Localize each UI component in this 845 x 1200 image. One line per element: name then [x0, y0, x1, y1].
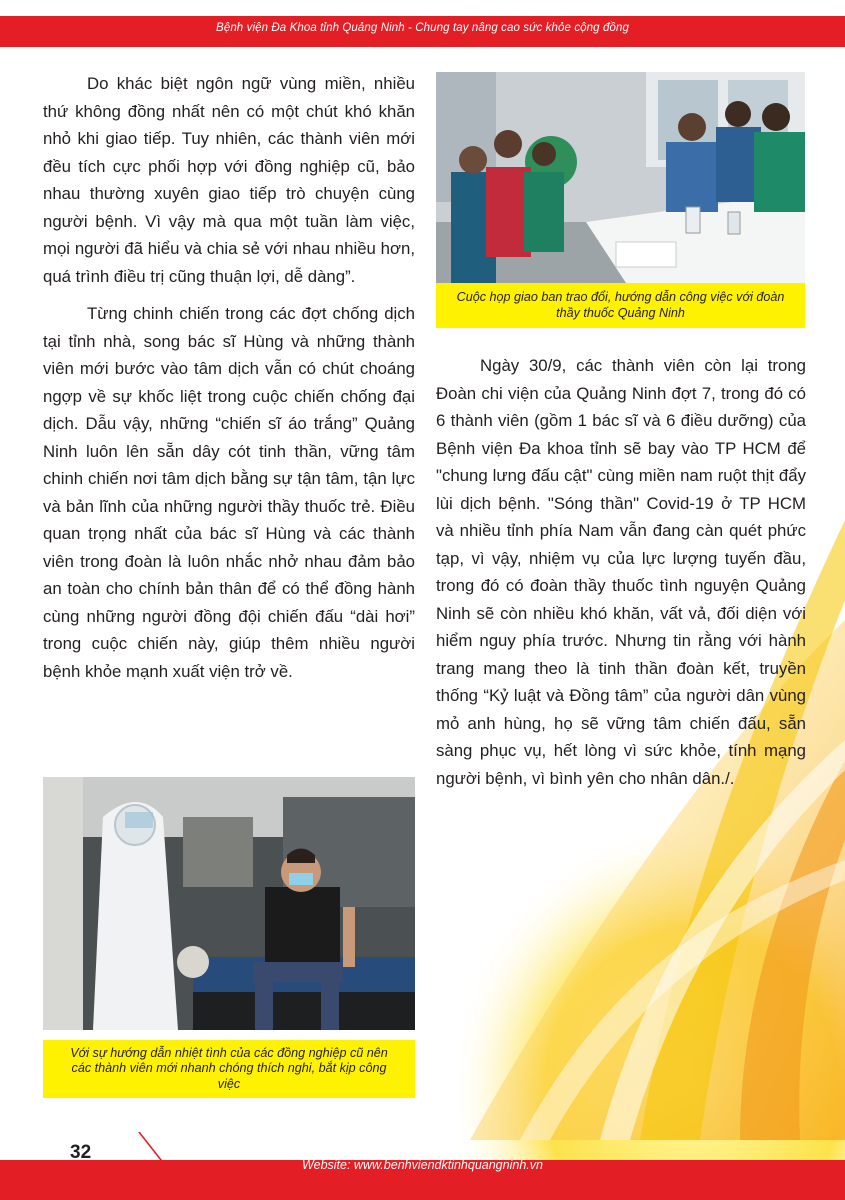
header-title: Bệnh viện Đa Khoa tỉnh Quảng Ninh - Chung tay nâng cao sức khỏe cộng đồng	[216, 22, 629, 34]
doctor-patient-photo-caption: Với sự hướng dẫn nhiệt tình của các đồng nghiệp cũ nên các thành viên mới nhanh chóng thích nghi, bắt kịp công việc	[43, 1040, 415, 1098]
page-header	[0, 0, 845, 48]
meeting-photo-caption: Cuộc họp giao ban trao đổi, hướng dẫn công việc với đoàn thầy thuốc Quảng Ninh	[436, 283, 805, 328]
right-column-text	[436, 352, 806, 792]
left-paragraph-2: Từng chinh chiến trong các đợt chống dịch tại tỉnh nhà, song bác sĩ Hùng và những thành viên mới bước vào tâm dịch vẫn có chút choáng ngợp về sự khốc liệt trong cuộc chiến chống đại dịch. Dẫu vậy, những “chiến sĩ áo trắng” Quảng Ninh luôn lên sẵn dây cót tinh thần, vững tâm chinh chiến nơi tâm dịch bằng sự tận tâm, tận lực và bản lĩnh của những người thầy thuốc trẻ. Điều quan trọng nhất của bác sĩ Hùng và các thành viên trong đoàn là luôn nhắc nhở nhau đảm bảo an toàn cho chính bản thân để có thể đồng hành cùng những người đồng đội chiến đấu “dài hơi” trong cuộc chiến này, giúp thêm nhiều người bệnh khỏe mạnh xuất viện trở về.	[43, 304, 415, 681]
right-paragraph-1: Ngày 30/9, các thành viên còn lại trong Đoàn chi viện của Quảng Ninh đợt 7, trong đó có 6 thành viên (gồm 1 bác sĩ và 6 điều dưỡng) của Bệnh viện Đa khoa tỉnh sẽ bay vào TP HCM để "chung lưng đấu cật" cùng miền nam ruột thịt đẩy lùi dịch bệnh. "Sóng thần" Covid-19 ở TP HCM và nhiều tỉnh phía Nam vẫn đang càn quét phức tạp, vì vậy, nhiệm vụ của lực lượng tuyến đầu, trong đó có đoàn thầy thuốc tình nguyện Quảng Ninh sẽ còn nhiều khó khăn, vất vả, đối diện với hiểm nguy phía trước. Nhưng tin rằng với hành trang mang theo là tinh thần đoàn kết, truyền thống “Kỷ luật và Đồng tâm” của người dân vùng mỏ anh hùng, họ sẽ vững tâm chiến đấu, sẵn sàng phục vụ, hết lòng vì sức khỏe, tính mạng người bệnh, vì bình yên cho nhân dân./.	[436, 356, 806, 788]
left-column-text	[43, 70, 415, 685]
header-red-stripe	[0, 40, 845, 47]
left-paragraph-1: Do khác biệt ngôn ngữ vùng miền, nhiều thứ không đồng nhất nên có một chút khó khăn nhỏ khi giao tiếp. Tuy nhiên, các thành viên mới đều tích cực phối hợp với đồng nghiệp cũ, bảo nhau thường xuyên giao tiếp trò chuyện cùng người bệnh. Vì vậy mà qua một tuần làm việc, mọi người đã hiểu và chia sẻ với nhau nhiều hơn, quá trình điều trị cũng thuận lợi, dễ dàng”.	[43, 74, 415, 286]
doctor-patient-photo	[43, 777, 415, 1030]
page-number: 32	[70, 1142, 92, 1163]
meeting-photo	[436, 72, 805, 283]
website-link[interactable]: Website: www.benhviendktinhquangninh.vn	[302, 1158, 543, 1172]
